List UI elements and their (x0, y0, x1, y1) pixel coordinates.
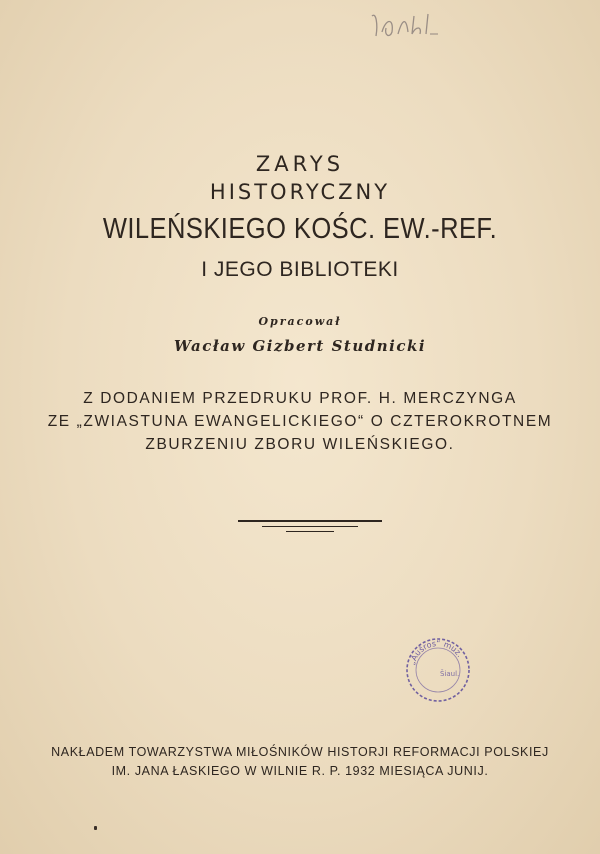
rule-short (286, 531, 334, 532)
svg-text:Šiaul.: Šiaul. (440, 670, 460, 678)
svg-text:„Aušros“ muz.: „Aušros“ muz. (407, 638, 465, 667)
subtitle-line-2: ZE „ZWIASTUNA EWANGELICKIEGO“ O CZTEROKROTNEM (47, 413, 553, 430)
library-stamp (404, 636, 472, 704)
rule-medium (262, 526, 358, 527)
title-line-1: ZARYS (255, 152, 345, 176)
imprint-line-2: IM. JANA ŁASKIEGO W WILNIE R. P. 1932 MIESIĄCA JUNIJ. (111, 764, 489, 778)
rule-long (238, 520, 382, 522)
handwritten-signature (368, 10, 458, 42)
title-line-2: HISTORYCZNY (209, 180, 391, 204)
subtitle-line-3: ZBURZENIU ZBORU WILEŃSKIEGO. (145, 436, 455, 453)
title-line-3: WILEŃSKIEGO KOŚC. EW.-REF. (102, 213, 498, 245)
author-name: Wacław Gizbert Studnicki (173, 337, 427, 355)
imprint-line-1: NAKŁADEM TOWARZYSTWA MIŁOŚNIKÓW HISTORJI REFORMACJI POLSKIEJ (51, 745, 549, 759)
credit-label: Opracował (258, 315, 342, 328)
ink-speck (94, 826, 97, 830)
ornamental-rule (238, 520, 382, 540)
subtitle-line-1: Z DODANIEM PRZEDRUKU PROF. H. MERCZYNGA (83, 390, 517, 407)
title-line-4: I JEGO BIBLIOTEKI (201, 258, 399, 281)
